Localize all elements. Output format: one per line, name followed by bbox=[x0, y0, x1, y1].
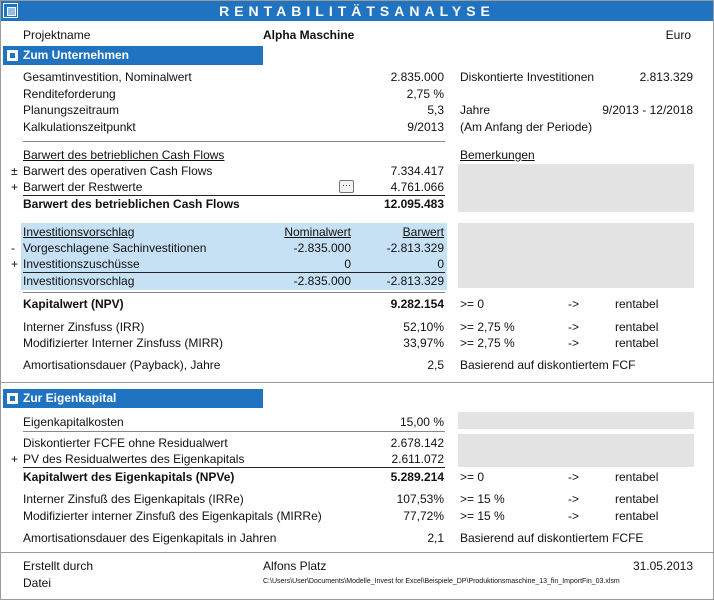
invest-sach-sign: - bbox=[11, 241, 15, 255]
page-title: RENTABILITÄTSANALYSE bbox=[219, 3, 495, 19]
barwert-total-value: 12.095.483 bbox=[383, 197, 444, 211]
irr-condition: >= 2,75 % bbox=[460, 320, 515, 334]
npve-condition: >= 0 bbox=[460, 470, 485, 484]
pv-res-label: PV des Residualwertes des Eigenkapitals bbox=[23, 452, 245, 466]
invest-total-label: Investitionsvorschlag bbox=[23, 274, 135, 288]
ek-payback-value: 2,1 bbox=[427, 531, 444, 545]
invest-remarks-box[interactable] bbox=[458, 223, 694, 288]
irr-value: 52,10% bbox=[403, 320, 444, 334]
npve-value: 5.289.214 bbox=[390, 470, 444, 484]
irr-result: rentabel bbox=[615, 320, 659, 334]
mirr-arrow: -> bbox=[568, 336, 580, 350]
planungszeitraum-value: 5,3 bbox=[427, 103, 444, 117]
invest-col-barwert: Barwert bbox=[402, 225, 444, 239]
bemerkungen-box[interactable] bbox=[458, 164, 694, 212]
divider bbox=[23, 292, 445, 293]
irre-label: Interner Zinsfuß des Eigenkapitals (IRRe) bbox=[23, 492, 244, 506]
footer-separator bbox=[1, 552, 713, 553]
collapse-icon[interactable] bbox=[7, 50, 18, 61]
pv-res-value: 2.611.072 bbox=[391, 452, 444, 466]
details-button[interactable]: ··· bbox=[339, 180, 354, 193]
title-bar bbox=[1, 1, 713, 21]
barwert-rest-sign: + bbox=[11, 180, 19, 194]
npv-label: Kapitalwert (NPV) bbox=[23, 297, 124, 311]
irre-result: rentabel bbox=[615, 492, 659, 506]
invest-zusch-label: Investitionszuschüsse bbox=[23, 257, 140, 271]
invest-total-barwert: -2.813.329 bbox=[386, 274, 444, 288]
kalkulationszeitpunkt-value: 9/2013 bbox=[407, 120, 444, 134]
pv-res-sign: + bbox=[11, 452, 19, 466]
npve-label: Kapitalwert des Eigenkapitals (NPVe) bbox=[23, 470, 235, 484]
ek-payback-label: Amortisationsdauer des Eigenkapitals in Jahren bbox=[23, 531, 277, 545]
payback-value: 2,5 bbox=[427, 358, 444, 372]
npve-result: rentabel bbox=[615, 470, 659, 484]
invest-zusch-sign: + bbox=[11, 257, 19, 271]
section-eigenkapital[interactable] bbox=[3, 389, 263, 408]
gesamtinvestition-value: 2.835.000 bbox=[390, 70, 444, 84]
planungszeitraum-label: Planungszeitraum bbox=[23, 103, 120, 117]
currency-label: Euro bbox=[665, 28, 691, 42]
npv-arrow: -> bbox=[568, 297, 580, 311]
divider bbox=[23, 141, 445, 142]
invest-header: Investitionsvorschlag bbox=[23, 225, 135, 239]
barwert-header: Barwert des betrieblichen Cash Flows bbox=[23, 148, 225, 162]
barwert-op-label: Barwert des operativen Cash Flows bbox=[23, 164, 213, 178]
npv-condition: >= 0 bbox=[460, 297, 485, 311]
section-separator bbox=[1, 382, 713, 383]
npve-line bbox=[23, 467, 445, 468]
erstellt-value: Alfons Platz bbox=[263, 559, 327, 573]
projektname-value: Alpha Maschine bbox=[263, 28, 355, 42]
mirre-condition: >= 15 % bbox=[460, 509, 505, 523]
invest-sach-label: Vorgeschlagene Sachinvestitionen bbox=[23, 241, 207, 255]
total-line bbox=[23, 195, 445, 196]
barwert-rest-label: Barwert der Restwerte bbox=[23, 180, 143, 194]
barwert-rest-value: 4.761.066 bbox=[390, 180, 444, 194]
planungszeitraum-unit: Jahre bbox=[460, 103, 491, 117]
collapse-icon[interactable] bbox=[7, 393, 18, 404]
fcfe-remarks-box[interactable] bbox=[458, 434, 694, 467]
mirre-arrow: -> bbox=[568, 509, 580, 523]
window-icon[interactable] bbox=[3, 3, 18, 18]
bemerkungen-header: Bemerkungen bbox=[460, 148, 535, 162]
planungszeitraum-range: 9/2013 - 12/2018 bbox=[602, 103, 693, 117]
kalkulationszeitpunkt-label: Kalkulationszeitpunkt bbox=[23, 120, 136, 134]
ek-kosten-remarks-box[interactable] bbox=[458, 412, 694, 429]
divider bbox=[23, 431, 445, 432]
fcfe-label: Diskontierter FCFE ohne Residualwert bbox=[23, 436, 228, 450]
npv-result: rentabel bbox=[615, 297, 659, 311]
projektname-label: Projektname bbox=[23, 28, 91, 42]
invest-zusch-barwert: 0 bbox=[437, 257, 444, 271]
disk-invest-value: 2.813.329 bbox=[639, 70, 693, 84]
section-eigenkapital-label: Zur Eigenkapital bbox=[23, 391, 117, 405]
payback-note: Basierend auf diskontiertem FCF bbox=[460, 358, 636, 372]
section-unternehmen-label: Zum Unternehmen bbox=[23, 48, 130, 62]
ek-kosten-value: 15,00 % bbox=[399, 415, 444, 429]
gesamtinvestition-label: Gesamtinvestition, Nominalwert bbox=[23, 70, 192, 84]
invest-total-nominal: -2.835.000 bbox=[293, 274, 351, 288]
mirre-value: 77,72% bbox=[403, 509, 444, 523]
npve-arrow: -> bbox=[568, 470, 580, 484]
invest-sach-barwert: -2.813.329 bbox=[386, 241, 444, 255]
barwert-op-sign: ± bbox=[11, 164, 18, 178]
npv-value: 9.282.154 bbox=[390, 297, 444, 311]
mirr-condition: >= 2,75 % bbox=[460, 336, 515, 350]
mirr-result: rentabel bbox=[615, 336, 659, 350]
payback-label: Amortisationsdauer (Payback), Jahre bbox=[23, 358, 221, 372]
erstellt-label: Erstellt durch bbox=[23, 559, 94, 573]
invest-zusch-nominal: 0 bbox=[344, 257, 351, 271]
erstellt-date: 31.05.2013 bbox=[632, 559, 693, 573]
fcfe-value: 2.678.142 bbox=[390, 436, 444, 450]
ek-kosten-label: Eigenkapitalkosten bbox=[23, 415, 124, 429]
barwert-op-value: 7.334.417 bbox=[390, 164, 444, 178]
irr-label: Interner Zinsfuss (IRR) bbox=[23, 320, 145, 334]
renditeforderung-label: Renditeforderung bbox=[23, 87, 116, 101]
mirre-result: rentabel bbox=[615, 509, 659, 523]
invest-total-line bbox=[23, 272, 445, 273]
section-unternehmen[interactable] bbox=[3, 46, 263, 65]
renditeforderung-value: 2,75 % bbox=[406, 87, 444, 101]
datei-label: Datei bbox=[23, 576, 52, 590]
disk-invest-label: Diskontierte Investitionen bbox=[460, 70, 595, 84]
irre-arrow: -> bbox=[568, 492, 580, 506]
irre-condition: >= 15 % bbox=[460, 492, 505, 506]
mirr-value: 33,97% bbox=[403, 336, 444, 350]
invest-sach-nominal: -2.835.000 bbox=[293, 241, 351, 255]
irr-arrow: -> bbox=[568, 320, 580, 334]
irre-value: 107,53% bbox=[396, 492, 444, 506]
kalkulationszeitpunkt-note: (Am Anfang der Periode) bbox=[460, 120, 593, 134]
datei-path: C:\Users\User\Documents\Modelle_Invest for Excel\Beispiele_DP\Produktionsmaschine_13_fin_ImportFin_03.xlsm bbox=[263, 578, 620, 585]
barwert-total-label: Barwert des betrieblichen Cash Flows bbox=[23, 197, 240, 211]
invest-col-nominal: Nominalwert bbox=[284, 225, 351, 239]
ek-payback-note: Basierend auf diskontiertem FCFE bbox=[460, 531, 644, 545]
mirre-label: Modifizierter interner Zinsfuß des Eigenkapitals (MIRRe) bbox=[23, 509, 322, 523]
mirr-label: Modifizierter Interner Zinsfuss (MIRR) bbox=[23, 336, 224, 350]
